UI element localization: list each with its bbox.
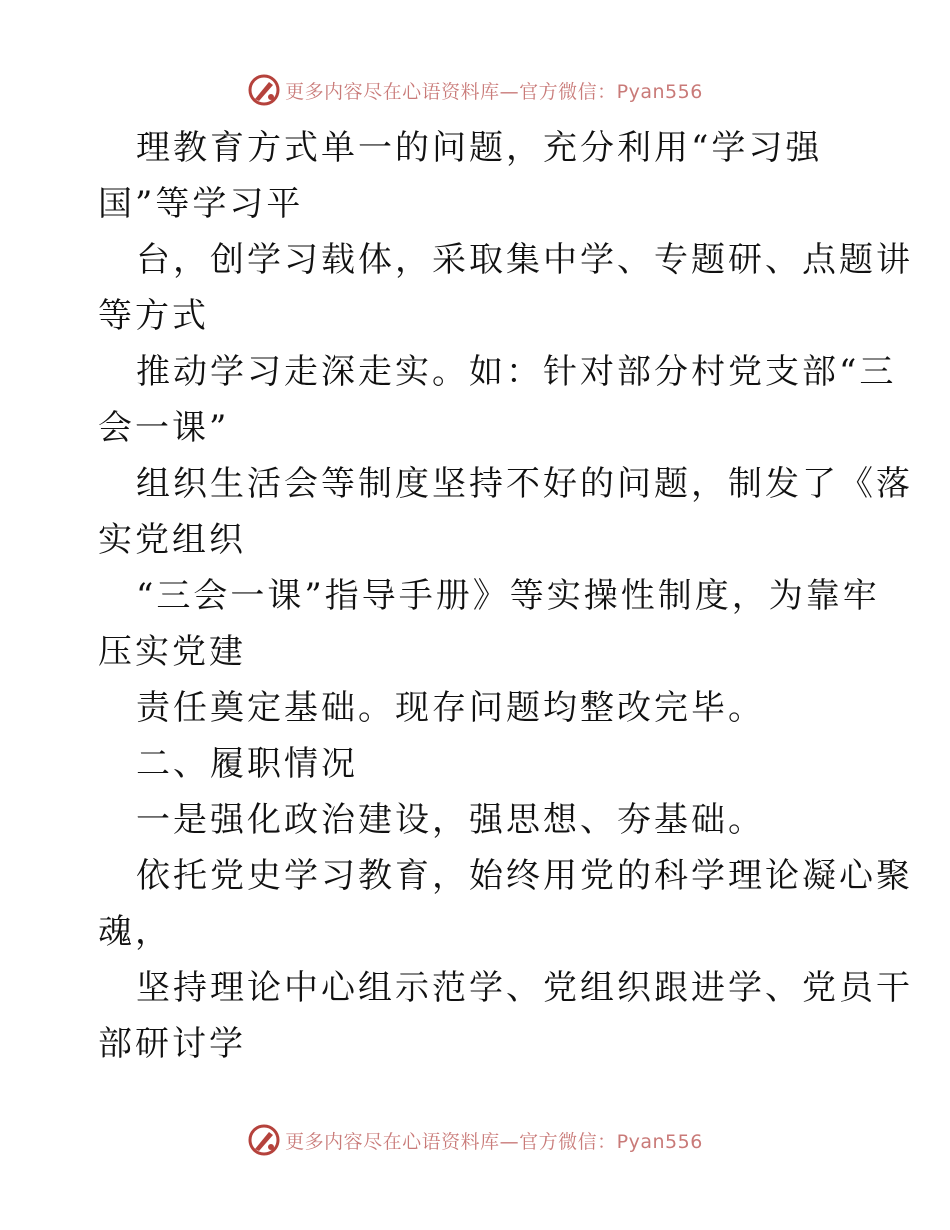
brand-logo-icon [247,73,281,107]
body-line: 依托党史学习教育，始终用党的科学理论凝心聚 [136,856,913,896]
body-line: 理教育方式单一的问题，充分利用“学习强 [136,128,823,168]
header-watermark [0,70,950,110]
watermark-text: 更多内容尽在心语资料库—官方微信：Pyan556 [285,1130,703,1153]
body-line: 魂， [98,912,172,952]
body-line: 责任奠定基础。现存问题均整改完毕。 [136,688,765,728]
body-line: 推动学习走深走实。如：针对部分村党支部“三 [136,352,897,392]
body-line: “三会一课”指导手册》等实操性制度，为靠牢 [136,576,880,616]
footer-watermark [0,1120,950,1160]
body-line: 坚持理论中心组示范学、党组织跟进学、党员干 [136,968,913,1008]
document-body [98,120,913,1072]
body-line: 实党组织 [98,520,246,560]
brand-logo-icon [247,1123,281,1157]
watermark-text: 更多内容尽在心语资料库—官方微信：Pyan556 [285,80,703,103]
body-line: 台，创学习载体，采取集中学、专题研、点题讲 [136,240,913,280]
body-line: 国”等学习平 [98,184,304,224]
body-line: 一是强化政治建设，强思想、夯基础。 [136,800,765,840]
body-line: 压实党建 [98,632,246,672]
body-line: 等方式 [98,296,209,336]
body-line: 会一课” [98,408,230,448]
body-line: 组织生活会等制度坚持不好的问题，制发了《落 [136,464,913,504]
section-heading: 二、履职情况 [136,744,358,784]
body-line: 部研讨学 [98,1024,246,1064]
